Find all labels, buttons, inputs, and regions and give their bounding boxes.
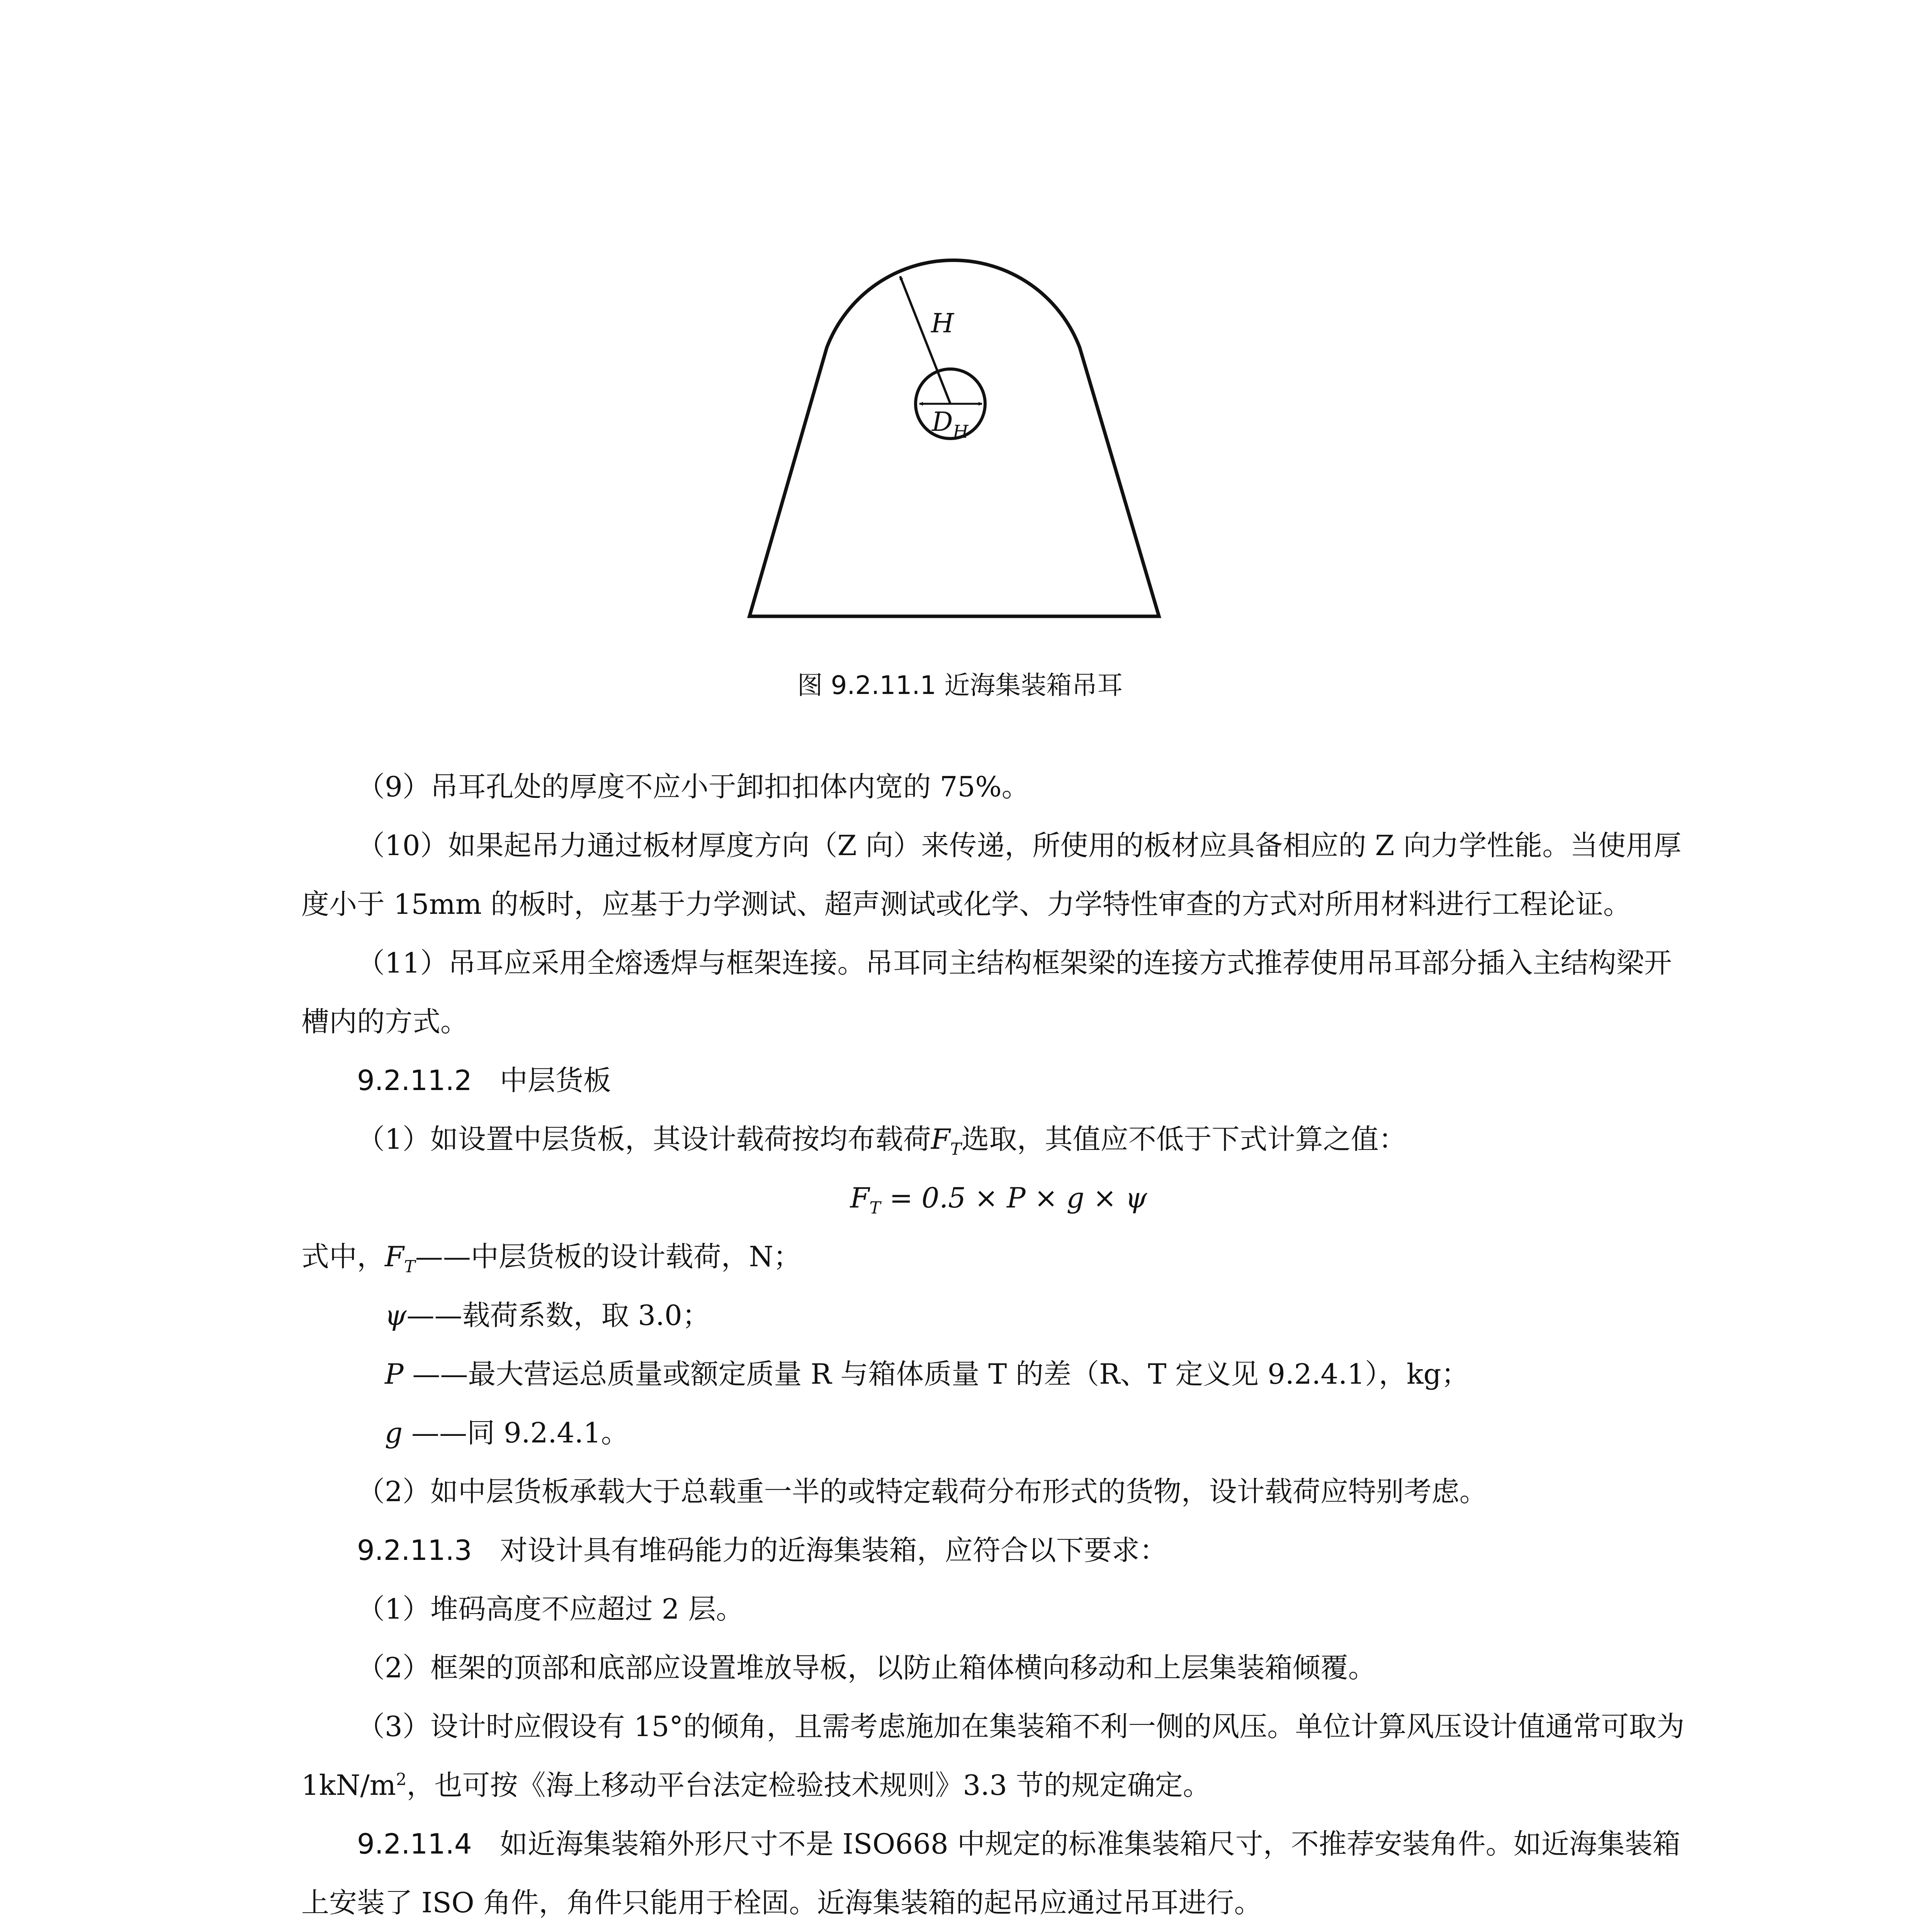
section-9-2-11-2-heading: 9.2.11.2 中层货板 xyxy=(357,1064,611,1097)
figure-caption: 图 9.2.11.1 近海集装箱吊耳 xyxy=(797,670,1123,700)
label-h: H xyxy=(931,308,954,339)
section-9-2-11-4: 9.2.11.4 如近海集装箱外形尺寸不是 ISO668 中规定的标准集装箱尺寸，不推荐安装角件。如近海集装箱上安装了 ISO 角件，角件只能用于栓固。近海集装箱的起吊应通过吊耳进行。 xyxy=(301,1828,1680,1919)
paragraph-11: （11）吊耳应采用全熔透焊与框架连接。吊耳同主结构框架梁的连接方式推荐使用吊耳部分插入主结构梁开槽内的方式。 xyxy=(301,947,1672,1038)
formula-ft: $F_T = 0.5 \times P \times g \times \psi$ xyxy=(850,1182,1147,1218)
paragraph-10: （10）如果起吊力通过板材厚度方向（Z 向）来传递，所使用的板材应具备相应的 Z 向力学性能。当使用厚度小于 15mm 的板时，应基于力学测试、超声测试或化学、力学特性审查的方式对所用材料进行工程论证。 xyxy=(301,829,1682,920)
lifting-lug-drawing xyxy=(746,267,1174,634)
where-psi: ψ——载荷系数，取 3.0； xyxy=(385,1299,710,1332)
section-9-2-11-3-item-2: （2）框架的顶部和底部应设置堆放导板，以防止箱体横向移动和上层集装箱倾覆。 xyxy=(357,1651,1376,1684)
paragraph-9: （9）吊耳孔处的厚度不应小于卸扣扣体内宽的 75%。 xyxy=(357,770,1030,803)
section-9-2-11-2-item-2: （2）如中层货板承载大于总载重一半的或特定载荷分布形式的货物，设计载荷应特别考虑。 xyxy=(357,1475,1487,1508)
document-body xyxy=(301,757,1696,1932)
section-9-2-11-3-item-3: （3）设计时应假设有 15°的倾角，且需考虑施加在集装箱不利一侧的风压。单位计算风压设计值通常可取为 $1kN/m^2$，也可按《海上移动平台法定检验技术规则》3.3 节的规定确定。 xyxy=(301,1710,1685,1801)
section-9-2-11-3-heading: 9.2.11.3 对设计具有堆码能力的近海集装箱，应符合以下要求： xyxy=(357,1534,1167,1566)
where-g: g ——同 9.2.4.1。 xyxy=(385,1417,629,1449)
section-9-2-11-2-item-1: （1）如设置中层货板，其设计载荷按均布载荷$F_T$选取，其值应不低于下式计算之值： xyxy=(357,1123,1407,1159)
lifting-lug-figure xyxy=(746,267,1174,634)
where-ft: 式中，$F_T——$中层货板的设计载荷，N； xyxy=(301,1240,801,1277)
section-9-2-11-3-item-1: （1）堆码高度不应超过 2 层。 xyxy=(357,1593,744,1625)
radius-arrow xyxy=(900,276,950,404)
where-p: P ——最大营运总质量或额定质量 R 与箱体质量 T 的差（R、T 定义见 9.2.4.1），kg； xyxy=(385,1358,1469,1390)
label-d: $D_H$ xyxy=(932,407,968,442)
